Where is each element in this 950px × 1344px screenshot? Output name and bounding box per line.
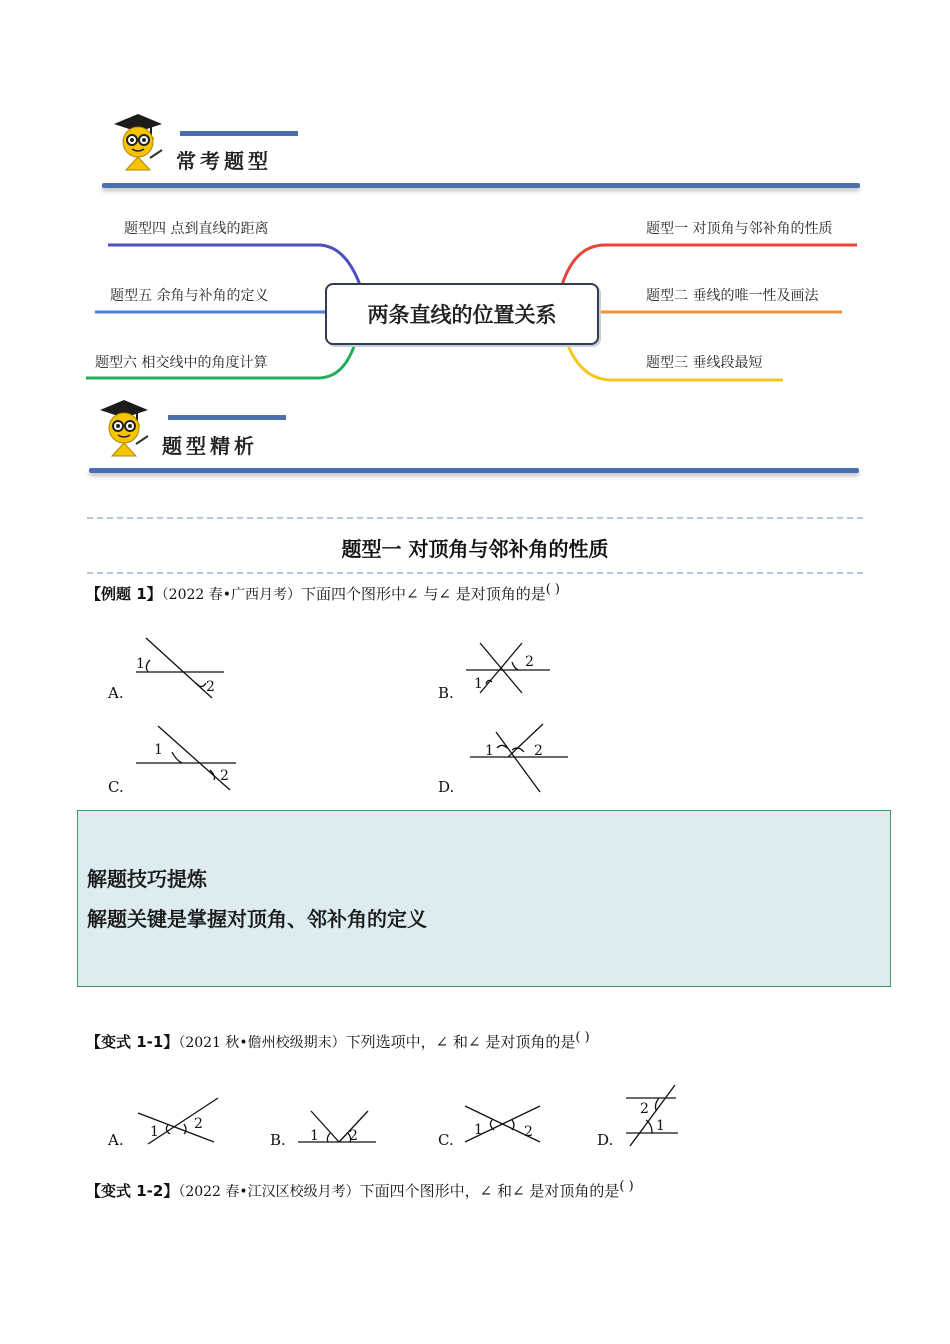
option-label-b: B. [438,684,454,702]
variant-1-1-question [86,1030,590,1052]
option-label-c: C. [108,778,124,796]
angle-label-1: 1 [485,743,494,759]
answer-paren: ( ) [545,582,560,597]
answer-paren: ( ) [575,1030,590,1045]
tips-title: 解题技巧提炼 [87,867,207,891]
type-title: 题型一 对顶角与邻补角的性质 [341,537,609,561]
variant-figure-d [626,1085,678,1146]
divider-top [87,517,863,519]
example-tag: 【例题 1】 [86,585,162,603]
angle-label-2: 2 [534,743,543,759]
section-title: 题型精析 [162,434,258,458]
branch-left-1 [108,245,360,285]
answer-paren: ( ) [619,1179,634,1194]
angle-label-2: 2 [206,679,215,695]
mindmap-topic-6: 题型六 相交线中的角度计算 [95,355,268,371]
variant-source: （2021 秋•儋州校级期末） [178,1035,346,1051]
variant-figures [0,1080,950,1150]
variant-source: （2022 春•江汉区校级月考） [178,1184,360,1200]
tips-box [77,810,891,987]
variant-text: 下面四个图形中，∠ 和∠ 是对顶角的是 [359,1182,620,1200]
figure-a [136,638,224,698]
variant-tag: 【变式 1-1】 [86,1033,179,1051]
angle-label-1: 1 [656,1118,665,1134]
scholar-mascot-icon [96,398,152,458]
option-label-d: D. [438,778,455,796]
figure-b [466,643,550,693]
mindmap-topic-5: 题型五 余角与补角的定义 [110,288,269,304]
section-header-common-types [0,0,950,200]
section-title: 常考题型 [176,149,272,173]
angle-label-2: 2 [524,1124,533,1140]
header-underline-bar [102,183,860,188]
variant-tag: 【变式 1-2】 [86,1182,179,1200]
mindmap-topic-2: 题型二 垂线的唯一性及画法 [646,288,819,304]
section-header-analysis [0,390,950,480]
variant-figure-c [465,1106,540,1142]
angle-label-2: 2 [220,768,229,784]
option-label-b: B. [270,1131,286,1149]
figure-c [136,726,236,790]
angle-label-1: 1 [310,1128,319,1144]
example-text: 下面四个图形中∠ 与∠ 是对顶角的是 [301,585,546,603]
angle-label-2: 2 [640,1101,649,1117]
variant-figure-b [298,1111,376,1144]
variant-1-2-question [86,1179,634,1201]
mindmap-topic-1: 题型一 对顶角与邻补角的性质 [646,221,833,237]
angle-label-1: 1 [474,676,483,692]
figure-d [470,724,568,792]
mindmap-topic-4: 题型四 点到直线的距离 [124,221,269,237]
tips-body: 解题关键是掌握对顶角、邻补角的定义 [87,907,427,931]
angle-label-2: 2 [349,1128,358,1144]
option-label-a: A. [108,684,124,702]
scholar-mascot-icon [110,112,166,172]
header-accent-bar [180,131,298,136]
angle-label-1: 1 [150,1124,159,1140]
mindmap-topic-3: 题型三 垂线段最短 [646,355,763,371]
variant-text: 下列选项中，∠ 和∠ 是对顶角的是 [345,1033,576,1051]
angle-label-2: 2 [525,654,534,670]
header-underline-bar [89,468,859,473]
angle-label-1: 1 [474,1122,483,1138]
option-label-d: D. [597,1131,614,1149]
mindmap-center-topic: 两条直线的位置关系 [325,283,599,345]
variant-figure-a [138,1098,218,1144]
example-question [86,582,560,604]
divider-bottom [87,572,863,574]
angle-label-2: 2 [194,1116,203,1132]
header-accent-bar [168,415,286,420]
example-source: （2022 春•广西月考） [161,587,302,603]
option-label-c: C. [438,1131,454,1149]
example-figures [0,620,950,800]
branch-right-1 [562,245,857,285]
angle-label-1: 1 [154,742,163,758]
angle-label-1: 1 [136,656,145,672]
option-label-a: A. [108,1131,124,1149]
